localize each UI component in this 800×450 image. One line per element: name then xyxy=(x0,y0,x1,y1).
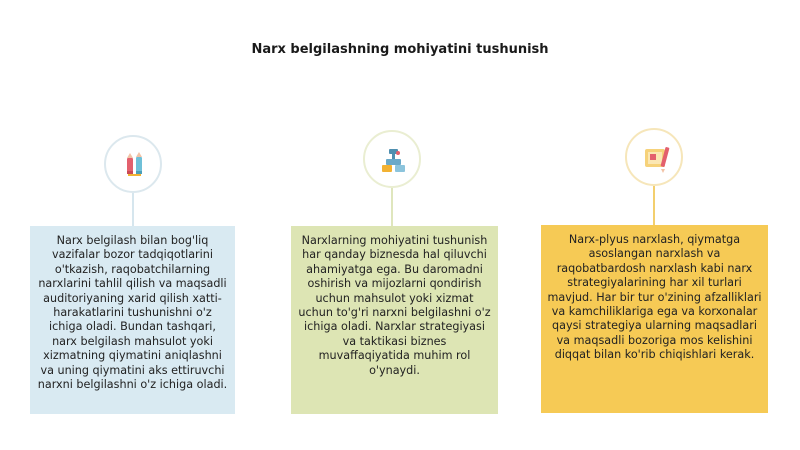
stamp-tools-icon xyxy=(377,144,411,178)
connector-line-1 xyxy=(132,193,134,226)
connector-line-3 xyxy=(653,186,655,226)
card-1-text: Narx belgilash bilan bog'liq vazifalar bozor tadqiqotlarini o'tkazish, raqobatchilarning narxlarini tahlil qilish va maqsadli auditoriyaning xarid qilish xatti-harakatlarini tushunishni o'z ichiga oladi. Bundan tashqari, narx belgilash mahsulot yoki xizmatning qiymatini aniqlashni va uning qiymatini aks ettiruvchi narxni belgilashni o'z ichiga oladi. xyxy=(37,234,228,392)
card-2-text: Narxlarning mohiyatini tushunish har qanday biznesda hal qiluvchi ahamiyatga ega. Bu daromadni oshirish va mijozlarni qondirish uchun mahsulot yoki xizmat uchun to'g'ri narxni belgilashni o'z ichiga oladi. Narxlar strategiyasi va taktikasi biznes muvaffaqiyatida muhim rol o'ynaydi. xyxy=(298,234,491,377)
connector-line-2 xyxy=(391,188,393,226)
card-3 xyxy=(541,225,768,413)
card-1 xyxy=(30,226,235,414)
diagram-title: Narx belgilashning mohiyatini tushunish xyxy=(251,42,549,57)
icon-circle-3 xyxy=(625,128,683,186)
drawing-board-icon xyxy=(639,142,673,176)
icon-circle-1 xyxy=(104,135,162,193)
card-2 xyxy=(291,226,498,414)
pencils-icon xyxy=(118,149,152,183)
card-3-text: Narx-plyus narxlash, qiymatga asoslangan narxlash va raqobatbardosh narxlash kabi narx strategiyalarining har xil turlari mavjud. Har bir tur o'zining afzalliklari va kamchiliklariga ega va korxonalar qaysi strategiya ularning maqsadlari va maqsadli bozoriga mos kelishini diqqat bilan ko'rib chiqishlari kerak. xyxy=(547,233,762,362)
icon-circle-2 xyxy=(363,130,421,188)
